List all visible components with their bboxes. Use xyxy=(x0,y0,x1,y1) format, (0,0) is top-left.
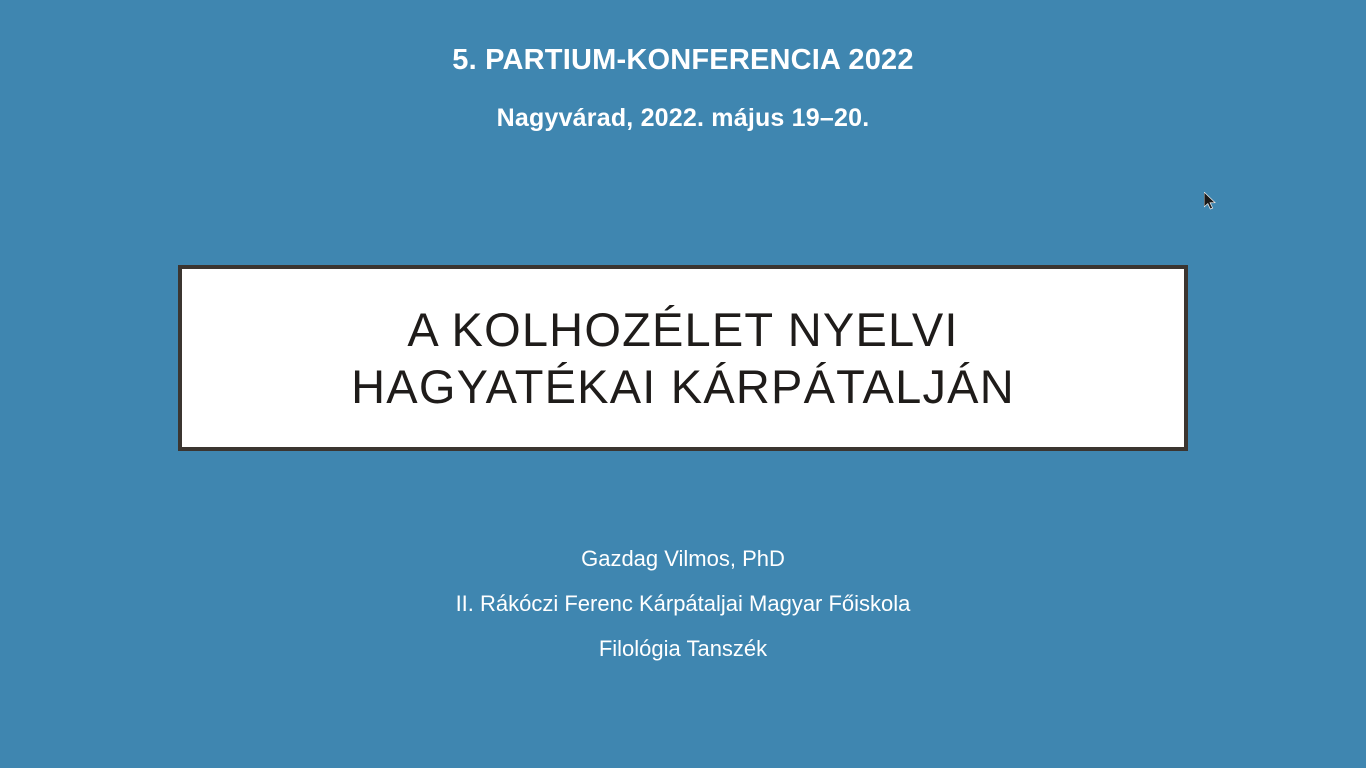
slide-title xyxy=(333,301,1033,416)
conference-title: 5. PARTIUM-KONFERENCIA 2022 xyxy=(452,44,914,76)
slide-title-box xyxy=(178,265,1188,451)
conference-subtitle: Nagyvárad, 2022. május 19–20. xyxy=(496,104,870,132)
slide-title-line-2: HAGYATÉKAI KÁRPÁTALJÁN xyxy=(351,360,1015,413)
mouse-pointer-icon xyxy=(1204,192,1218,212)
presenter-block xyxy=(0,536,1366,671)
presenter-affiliation: II. Rákóczi Ferenc Kárpátaljai Magyar Főiskola xyxy=(455,591,911,616)
slide-title-line-1: A KOLHOZÉLET NYELVI xyxy=(407,302,959,356)
presenter-name: Gazdag Vilmos, PhD xyxy=(581,546,785,571)
presenter-department: Filológia Tanszék xyxy=(598,636,768,661)
